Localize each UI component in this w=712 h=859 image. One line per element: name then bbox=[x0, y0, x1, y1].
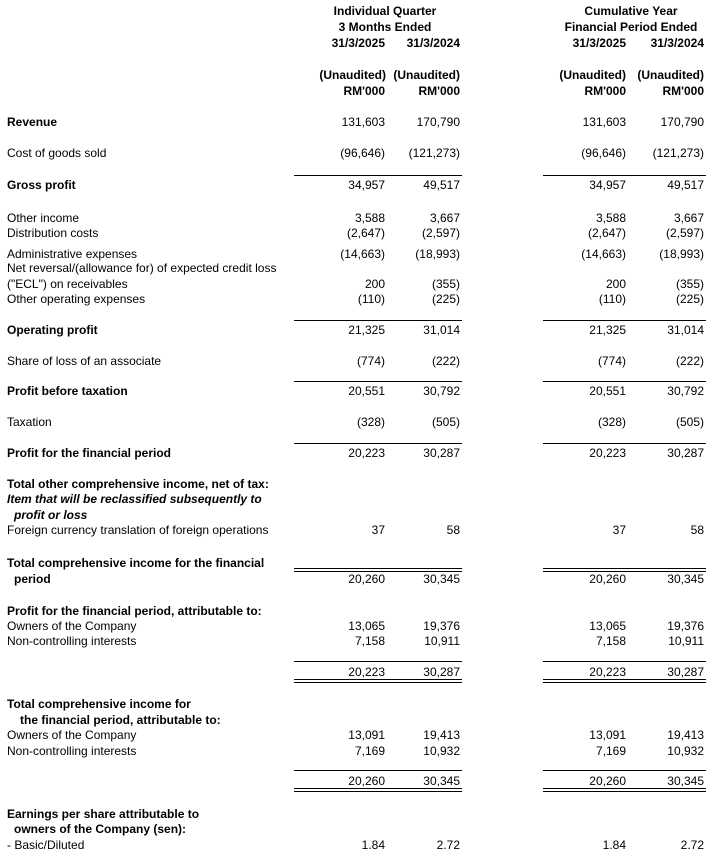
nci-1-value-col-2: 10,911 bbox=[424, 634, 460, 648]
eps-value-col-2: 2.72 bbox=[436, 838, 460, 852]
gross-profit-value-col-3: 34,957 bbox=[589, 178, 626, 192]
admin-value-col-1: (14,663) bbox=[340, 247, 385, 261]
ecl-label-line-2: ("ECL") on receivables bbox=[7, 277, 128, 291]
cy-date-prior: 31/3/2024 bbox=[650, 36, 704, 50]
tax-value-col-2: (505) bbox=[431, 415, 460, 429]
owners-1-value-col-1: 13,065 bbox=[348, 619, 385, 633]
rule-line bbox=[294, 661, 462, 662]
other-income-value-col-3: 3,588 bbox=[595, 211, 626, 225]
total-1-value-col-4: 30,287 bbox=[667, 665, 704, 679]
tax-value-col-3: (328) bbox=[597, 415, 626, 429]
gross-profit-value-col-2: 49,517 bbox=[423, 178, 460, 192]
distribution-value-col-4: (2,597) bbox=[665, 226, 704, 240]
admin-label: Administrative expenses bbox=[7, 247, 138, 261]
eps-value-col-4: 2.72 bbox=[680, 838, 704, 852]
rule-line bbox=[294, 568, 462, 569]
pbt-value-col-3: 20,551 bbox=[589, 384, 626, 398]
admin-value-col-3: (14,663) bbox=[581, 247, 626, 261]
iq-title-1: Individual Quarter bbox=[333, 4, 437, 18]
pbt-value-col-2: 30,792 bbox=[423, 384, 460, 398]
tax-value-col-4: (505) bbox=[675, 415, 704, 429]
cy-date-current: 31/3/2025 bbox=[572, 36, 626, 50]
share-loss-label: Share of loss of an associate bbox=[7, 354, 162, 368]
gross-profit-value-col-1: 34,957 bbox=[348, 178, 385, 192]
owners-2-value-col-4: 19,413 bbox=[667, 728, 704, 742]
rule-line bbox=[294, 788, 462, 789]
rule-line bbox=[543, 568, 706, 569]
total-1-value-col-2: 30,287 bbox=[423, 665, 460, 679]
rule-line bbox=[543, 791, 706, 792]
reclass-label-line-2: profit or loss bbox=[14, 508, 88, 522]
other-opex-value-col-2: (225) bbox=[431, 292, 460, 306]
profit-period-value-col-1: 20,223 bbox=[348, 446, 385, 460]
rule-line bbox=[543, 661, 706, 662]
rule-line bbox=[294, 679, 462, 680]
total-2-value-col-2: 30,345 bbox=[423, 774, 460, 788]
share-loss-value-col-4: (222) bbox=[675, 354, 704, 368]
other-income-value-col-4: 3,667 bbox=[673, 211, 704, 225]
tci-label-line-1: Total comprehensive income for the financial bbox=[7, 556, 265, 570]
operating-profit-value-col-4: 31,014 bbox=[667, 323, 704, 337]
reclass-label-line-1: Item that will be reclassified subsequently to bbox=[7, 492, 262, 506]
tci-value-col-3: 20,260 bbox=[589, 572, 626, 586]
nci-2-value-col-3: 7,169 bbox=[595, 744, 626, 758]
rule-line bbox=[543, 770, 706, 771]
rule-line bbox=[543, 788, 706, 789]
tci-value-col-1: 20,260 bbox=[348, 572, 385, 586]
ecl-value-col-4: (355) bbox=[675, 277, 704, 291]
profit-period-value-col-3: 20,223 bbox=[589, 446, 626, 460]
tci-value-col-2: 30,345 bbox=[423, 572, 460, 586]
nci-2-label: Non-controlling interests bbox=[7, 744, 137, 758]
other-income-label: Other income bbox=[7, 211, 80, 225]
tci-attr-label-line-2: the financial period, attributable to: bbox=[20, 713, 221, 727]
operating-profit-value-col-3: 21,325 bbox=[589, 323, 626, 337]
owners-1-value-col-2: 19,376 bbox=[423, 619, 460, 633]
cy-unaudited-current: (Unaudited) bbox=[559, 68, 626, 82]
rule-line bbox=[543, 381, 706, 382]
cy-unit-prior: RM'000 bbox=[662, 84, 704, 98]
total-2-value-col-3: 20,260 bbox=[589, 774, 626, 788]
profit-period-value-col-2: 30,287 bbox=[423, 446, 460, 460]
gross-profit-label: Gross profit bbox=[7, 178, 76, 192]
owners-2-label: Owners of the Company bbox=[7, 728, 137, 742]
nci-1-value-col-3: 7,158 bbox=[595, 634, 626, 648]
other-opex-label: Other operating expenses bbox=[7, 292, 146, 306]
rule-line bbox=[294, 320, 462, 321]
distribution-label: Distribution costs bbox=[7, 226, 99, 240]
nci-2-value-col-1: 7,169 bbox=[354, 744, 385, 758]
owners-1-value-col-4: 19,376 bbox=[667, 619, 704, 633]
owners-1-label: Owners of the Company bbox=[7, 619, 137, 633]
toci-label: Total other comprehensive income, net of tax: bbox=[7, 477, 269, 491]
rule-line bbox=[294, 682, 462, 683]
profit-attr-label: Profit for the financial period, attributable to: bbox=[7, 604, 262, 618]
nci-1-value-col-1: 7,158 bbox=[354, 634, 385, 648]
rule-line bbox=[543, 175, 706, 176]
pbt-value-col-4: 30,792 bbox=[667, 384, 704, 398]
admin-value-col-2: (18,993) bbox=[415, 247, 460, 261]
total-1-value-col-1: 20,223 bbox=[348, 665, 385, 679]
rule-line bbox=[294, 381, 462, 382]
total-2-value-col-1: 20,260 bbox=[348, 774, 385, 788]
rule-line bbox=[294, 791, 462, 792]
fx-label: Foreign currency translation of foreign operations bbox=[7, 523, 269, 537]
rule-line bbox=[543, 682, 706, 683]
owners-2-value-col-1: 13,091 bbox=[348, 728, 385, 742]
revenue-value-col-3: 131,603 bbox=[582, 115, 626, 129]
cy-title-1: Cumulative Year bbox=[584, 4, 678, 18]
eps-label: - Basic/Diluted bbox=[7, 838, 85, 852]
distribution-value-col-3: (2,647) bbox=[587, 226, 626, 240]
eps-label-line-1: Earnings per share attributable to bbox=[7, 807, 200, 821]
cogs-label: Cost of goods sold bbox=[7, 146, 107, 160]
pbt-label: Profit before taxation bbox=[7, 384, 128, 398]
eps-value-col-1: 1.84 bbox=[361, 838, 385, 852]
nci-2-value-col-2: 10,932 bbox=[423, 744, 460, 758]
operating-profit-value-col-1: 21,325 bbox=[348, 323, 385, 337]
operating-profit-value-col-2: 31,014 bbox=[423, 323, 460, 337]
iq-date-prior: 31/3/2024 bbox=[406, 36, 460, 50]
cy-title-2: Financial Period Ended bbox=[564, 20, 698, 34]
nci-1-value-col-4: 10,911 bbox=[668, 634, 704, 648]
rule-line bbox=[294, 571, 462, 572]
tci-value-col-4: 30,345 bbox=[667, 572, 704, 586]
fx-value-col-4: 58 bbox=[690, 523, 704, 537]
share-loss-value-col-3: (774) bbox=[597, 354, 626, 368]
tax-value-col-1: (328) bbox=[356, 415, 385, 429]
rule-line bbox=[294, 770, 462, 771]
iq-unaudited-prior: (Unaudited) bbox=[393, 68, 460, 82]
share-loss-value-col-2: (222) bbox=[431, 354, 460, 368]
cogs-value-col-1: (96,646) bbox=[340, 146, 385, 160]
owners-2-value-col-3: 13,091 bbox=[589, 728, 626, 742]
rule-line bbox=[543, 443, 706, 444]
nci-2-value-col-4: 10,932 bbox=[667, 744, 704, 758]
other-income-value-col-2: 3,667 bbox=[429, 211, 460, 225]
distribution-value-col-2: (2,597) bbox=[421, 226, 460, 240]
gross-profit-value-col-4: 49,517 bbox=[667, 178, 704, 192]
rule-line bbox=[294, 443, 462, 444]
profit-period-value-col-4: 30,287 bbox=[667, 446, 704, 460]
eps-label-line-2: owners of the Company (sen): bbox=[14, 822, 187, 836]
nci-1-label: Non-controlling interests bbox=[7, 634, 137, 648]
iq-unaudited-current: (Unaudited) bbox=[319, 68, 386, 82]
total-2-value-col-4: 30,345 bbox=[667, 774, 704, 788]
fx-value-col-3: 37 bbox=[612, 523, 626, 537]
share-loss-value-col-1: (774) bbox=[356, 354, 385, 368]
rule-line bbox=[543, 679, 706, 680]
owners-1-value-col-3: 13,065 bbox=[589, 619, 626, 633]
revenue-value-col-4: 170,790 bbox=[660, 115, 704, 129]
profit-period-label: Profit for the financial period bbox=[7, 446, 172, 460]
tci-attr-label-line-1: Total comprehensive income for bbox=[7, 697, 191, 711]
fx-value-col-1: 37 bbox=[371, 523, 385, 537]
pbt-value-col-1: 20,551 bbox=[348, 384, 385, 398]
other-opex-value-col-1: (110) bbox=[357, 292, 385, 306]
total-1-value-col-3: 20,223 bbox=[589, 665, 626, 679]
distribution-value-col-1: (2,647) bbox=[346, 226, 385, 240]
rule-line bbox=[543, 320, 706, 321]
ecl-value-col-3: 200 bbox=[605, 277, 626, 291]
iq-unit-current: RM'000 bbox=[343, 84, 385, 98]
owners-2-value-col-2: 19,413 bbox=[423, 728, 460, 742]
fx-value-col-2: 58 bbox=[446, 523, 460, 537]
eps-value-col-3: 1.84 bbox=[602, 838, 626, 852]
iq-unit-prior: RM'000 bbox=[418, 84, 460, 98]
iq-date-current: 31/3/2025 bbox=[331, 36, 385, 50]
tci-label-line-2: period bbox=[14, 572, 51, 586]
revenue-value-col-2: 170,790 bbox=[416, 115, 460, 129]
ecl-value-col-2: (355) bbox=[431, 277, 460, 291]
cogs-value-col-4: (121,273) bbox=[652, 146, 704, 160]
operating-profit-label: Operating profit bbox=[7, 323, 98, 337]
ecl-value-col-1: 200 bbox=[364, 277, 385, 291]
revenue-label: Revenue bbox=[7, 115, 58, 129]
cy-unit-current: RM'000 bbox=[584, 84, 626, 98]
tax-label: Taxation bbox=[7, 415, 52, 429]
cogs-value-col-3: (96,646) bbox=[581, 146, 626, 160]
ecl-label-line-1: Net reversal/(allowance for) of expected credit loss bbox=[7, 261, 277, 275]
cy-unaudited-prior: (Unaudited) bbox=[637, 68, 704, 82]
revenue-value-col-1: 131,603 bbox=[341, 115, 385, 129]
rule-line bbox=[294, 175, 462, 176]
cogs-value-col-2: (121,273) bbox=[408, 146, 460, 160]
iq-title-2: 3 Months Ended bbox=[338, 20, 432, 34]
other-income-value-col-1: 3,588 bbox=[354, 211, 385, 225]
other-opex-value-col-4: (225) bbox=[675, 292, 704, 306]
admin-value-col-4: (18,993) bbox=[659, 247, 704, 261]
rule-line bbox=[543, 571, 706, 572]
other-opex-value-col-3: (110) bbox=[598, 292, 626, 306]
